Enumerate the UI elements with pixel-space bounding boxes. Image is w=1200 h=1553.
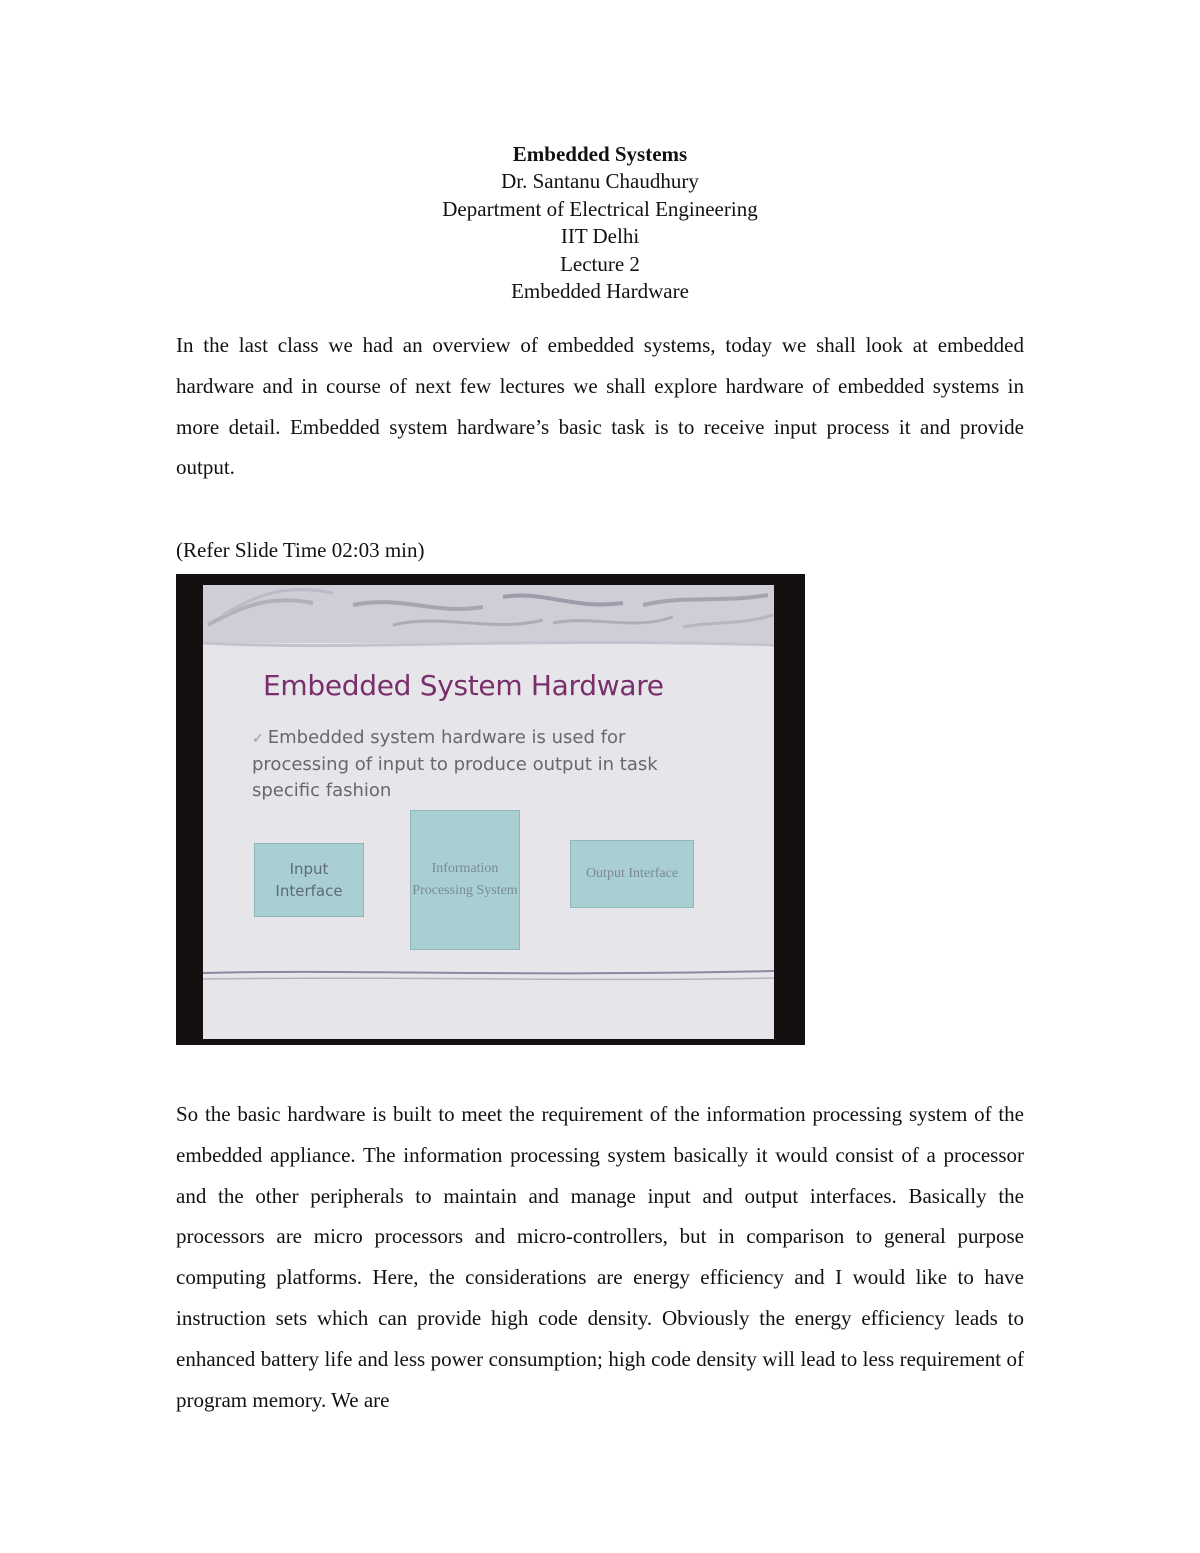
slide-time-reference: (Refer Slide Time 02:03 min) xyxy=(176,538,425,562)
department-name: Department of Electrical Engineering xyxy=(442,196,758,221)
slide-bullet-text xyxy=(252,725,722,804)
information-processing-box: Information Processing System xyxy=(410,810,520,950)
author-name: Dr. Santanu Chaudhury xyxy=(501,169,699,194)
input-interface-box: Input Interface xyxy=(254,843,364,917)
intro-paragraph: In the last class we had an overview of embedded systems, today we shall look at embedded hardware and in course of next few lectures we shall explore hardware of embedded systems in more detail. Embedded system hardware’s basic task is to receive input process it and provide output. xyxy=(176,333,1024,480)
output-interface-box: Output Interface xyxy=(570,840,694,908)
slide-canvas xyxy=(203,585,774,1039)
institute-name: IIT Delhi xyxy=(560,224,640,249)
slide-header-swirl-decoration xyxy=(203,585,774,655)
check-bullet-icon: ✓ xyxy=(252,731,264,747)
slide-screenshot xyxy=(176,574,805,1045)
slide-title: Embedded System Hardware xyxy=(263,669,664,702)
slide-footer-divider xyxy=(203,967,774,985)
lecture-number: Lecture 2 xyxy=(560,251,640,276)
document-title: Embedded Systems xyxy=(512,142,688,166)
slide-bullet-label: Embedded system hardware is used for processing of input to produce output in task specific fashion xyxy=(252,727,658,801)
lecture-topic: Embedded Hardware xyxy=(511,279,689,304)
body-paragraph: So the basic hardware is built to meet the requirement of the information processing system of the embedded appliance. The information processing system basically it would consist of a processor and the other peripherals to maintain and manage input and output interfaces. Basically the processors are micro processors and micro-controllers, but in comparison to general purpose computing platforms. Here, the considerations are energy efficiency and I would like to have instruction sets which can provide high code density. Obviously the energy efficiency leads to enhanced battery life and less power consumption; high code density will lead to less requirement of program memory. We are xyxy=(176,1102,1024,1412)
document-header xyxy=(0,141,1200,305)
